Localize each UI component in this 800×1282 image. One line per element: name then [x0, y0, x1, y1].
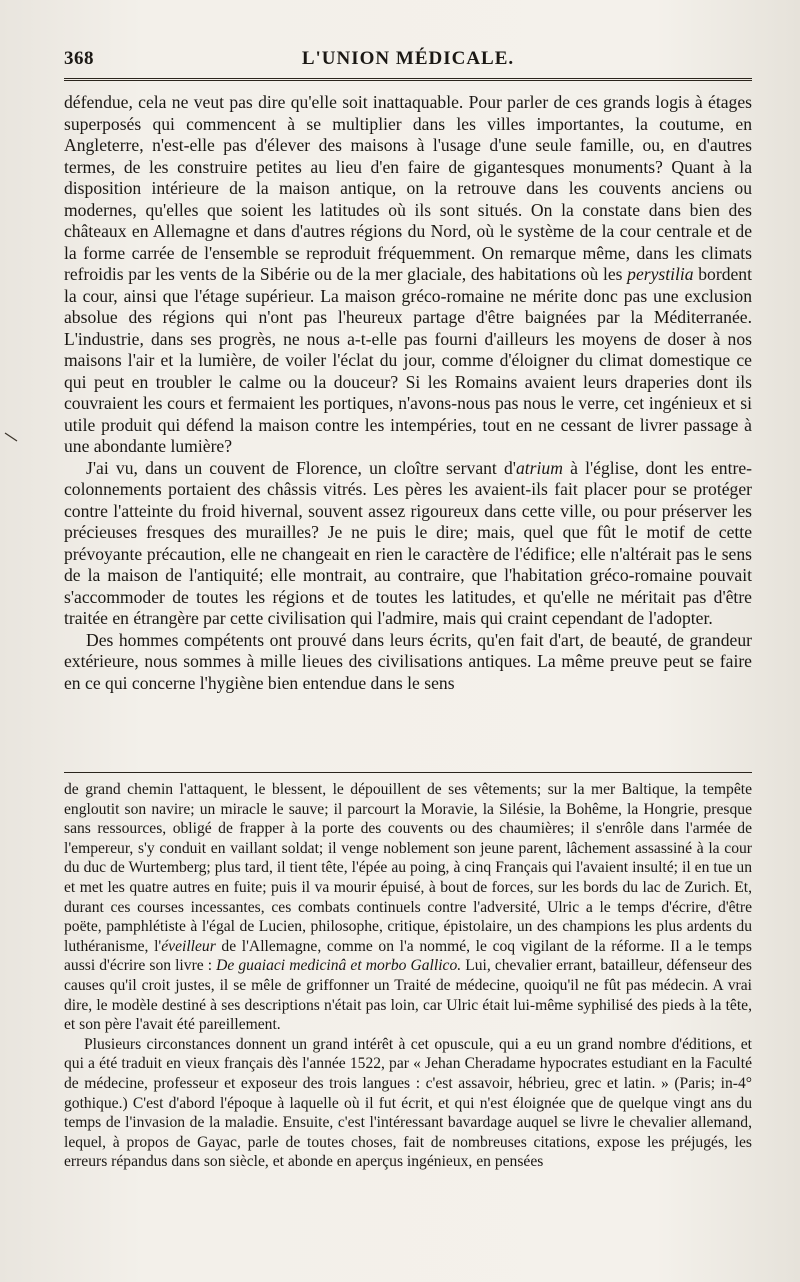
- margin-mark-icon: [4, 432, 18, 442]
- emphasis: perystilia: [627, 264, 694, 284]
- emphasis: atrium: [515, 457, 563, 478]
- paragraph: défendue, cela ne veut pas dire qu'elle soit inattaquable. Pour parler de ces grands logis à étages superposés qui commencent à se multiplier dans les villes importantes, la coutume, en Angleterre, n'est-elle pas d'élever des maisons à l'usage d'une seule famille, ou, en d'autres termes, de les construire petites au lieu d'en faire de gigantesques monuments? Quant à la disposition intérieure de la maison antique, on la retrouve dans les couvents anciens ou modernes, qu'elles que soient les latitudes où ils sont situés. On la constate dans bien des châteaux en Allemagne et dans d'autres régions du Nord, où le système de la cour centrale et de la forme carrée de l'ensemble se reproduit fréquemment. On remarque même, dans les climats refroidis par les vents de la Sibérie ou de la mer glaciale, des habitations où les perystilia bordent la cour, ainsi que l'étage supérieur. La maison gréco-romaine ne mérite donc pas une exclusion absolue des régions qui n'ont pas l'heureux partage d'être baignées par la Méditerranée. L'industrie, dans ses progrès, ne nous a-t-elle pas fourni d'ailleurs les moyens de doser à nos maisons l'air et la lumière, de voiler l'éclat du jour, comme d'éloigner du climat domestique ce qui peut en troubler le calme ou la douceur? Si les Romains avaient leurs draperies dont ils couvraient les cours et fermaient les portiques, n'avons-nous pas nous le verre, cet ingénieux et si utile produit qui défend la maison contre les intempéries, tout en ne cessant de livrer passage à une abondante lumière?: [64, 92, 752, 456]
- emphasis: éveilleur: [161, 937, 216, 955]
- paragraph: J'ai vu, dans un couvent de Florence, un cloître servant d'atrium à l'église, dont les entre-colonnements portaient des châssis vitrés. Les pères les avaient-ils fait placer pour se protéger contre l'atteinte du froid hivernal, souvent assez rigoureux dans cette ville, ou pour préserver les précieuses fresques des murailles? Je ne puis le dire; mais, quel que fût le motif de cette prévoyante précaution, elle ne changeait en rien le caractère de l'édifice; elle n'altérait pas le sens de la maison de l'antiquité; elle montrait, au contraire, que l'habitation gréco-romaine pouvait s'accommoder de toutes les régions et de toutes les latitudes, et qu'elle ne méritait pas d'être traitée en étrangère par cette civilisation qui l'admire, mais qui craint cependant de l'adopter.: [64, 457, 753, 628]
- page-header: [64, 44, 752, 74]
- footnote-rule: [64, 772, 752, 773]
- running-title: L'UNION MÉDICALE.: [301, 48, 515, 69]
- header-rule: [64, 78, 752, 81]
- emphasis: De guaiaci medicinâ et morbo Gallico.: [216, 957, 462, 975]
- main-text: [64, 92, 752, 694]
- page-number: 368: [64, 48, 94, 69]
- paragraph: Des hommes compétents ont prouvé dans leurs écrits, qu'en fait d'art, de beauté, de grandeur extérieure, nous sommes à mille lieues des civilisations antiques. La même preuve peut se faire en ce qui concerne l'hygiène bien entendue dans le sens: [64, 629, 752, 693]
- footnote-paragraph: de grand chemin l'attaquent, le blessent, le dépouillent de ses vêtements; sur la mer Baltique, la tempête engloutit son navire; un miracle le sauve; il parcourt la Moravie, la Silésie, la Bohême, la Hongrie, presque sans ressources, obligé de frapper à la porte des couvents ou des chaumières; il s'enrôle dans l'armée de l'empereur, s'y conduit en vaillant soldat; il venge noblement son jeune parent, lâchement assassiné à la cour du duc de Wurtemberg; plus tard, il tient tête, l'épée au poing, à cinq Français qui l'avaient insulté; il en tue un et met les quatre autres en fuite; puis il va mourir épuisé, à bout de forces, sur les bords du lac de Zurich. Et, durant ces courses incessantes, ces combats continuels contre l'adversité, Ulric a le temps d'écrire, d'être poëte, pamphlétiste à l'égal de Lucien, philosophe, critique, épistolaire, un des champions les plus ardents du luthéranisme, l'éveilleur de l'Allemagne, comme on l'a nommé, le coq vigilant de la réforme. Il a le temps aussi d'écrire son livre : De guaiaci medicinâ et morbo Gallico. Lui, chevalier errant, batailleur, défenseur des causes qu'il croit justes, il se mêle de griffonner un Traité de médecine, quoiqu'il ne fût pas médecin. A vrai dire, le modèle destiné à ses descriptions n'était pas loin, car Ulric était lui-même syphilisé des pieds à la tête, et son père l'avait été pareillement.: [64, 781, 752, 1034]
- footnote-text: [64, 780, 752, 1172]
- footnote-paragraph: Plusieurs circonstances donnent un grand intérêt à cet opuscule, qui a eu un grand nombre d'éditions, et qui a été traduit en vieux français dès l'année 1522, par « Jehan Cheradame hypocrates estudiant en la Faculté de médecine, professeur et exposeur des trois langues : c'est assavoir, hébrieu, grec et latin. » (Paris; in-4° gothique.) C'est d'abord l'époque à laquelle où il fut écrit, et qui n'est éloignée que de quelque vingt ans du temps de l'invasion de la maladie. Ensuite, c'est l'intéressant bavardage auquel se livre le chevalier allemand, lequel, à propos de Gayac, parle de toutes choses, fait de nombreuses citations, expose les préjugés, les erreurs répandus dans son siècle, et abonde en aperçus ingénieux, en pensées: [64, 1035, 752, 1171]
